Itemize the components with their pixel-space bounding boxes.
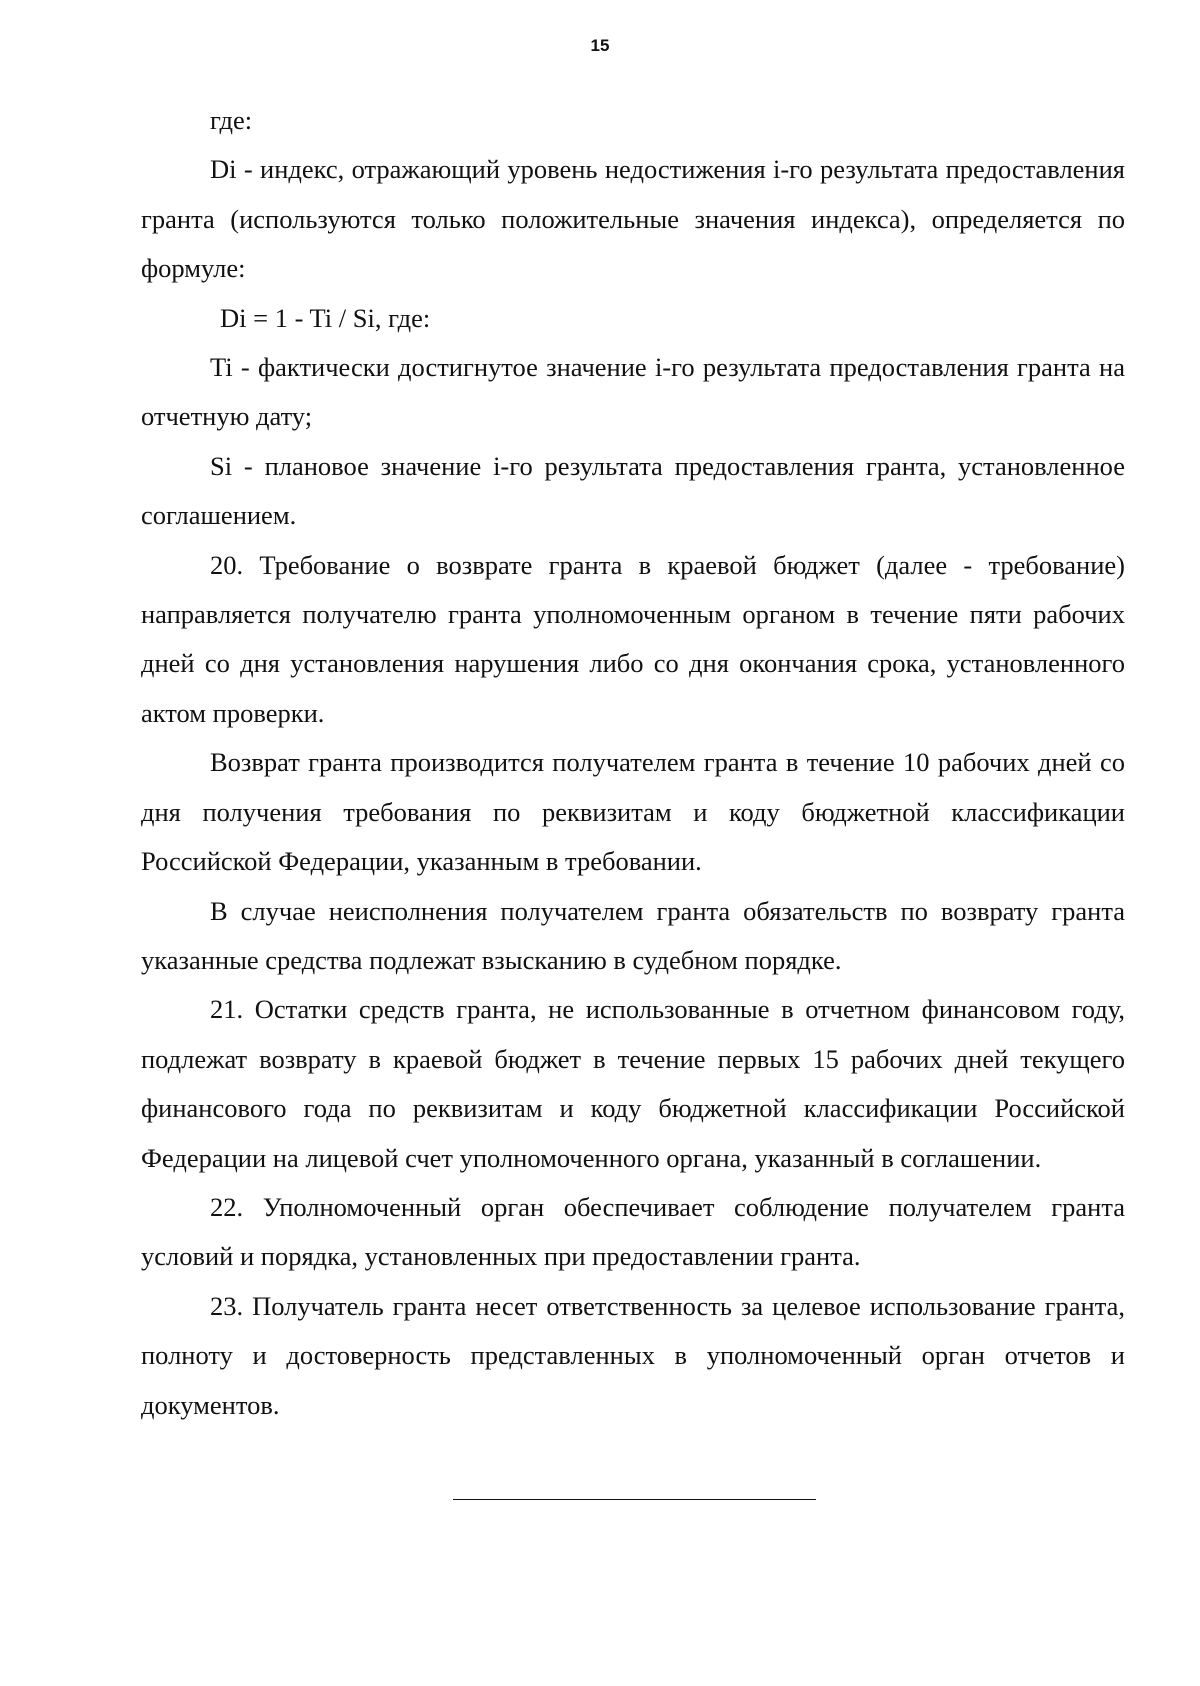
document-body bbox=[141, 96, 1125, 1430]
clause-20-return: Возврат гранта производится получателем гранта в течение 10 рабочих дней со дня получения требования по реквизитам и коду бюджетной классификации Российской Федерации, указанным в требовании. bbox=[141, 747, 1125, 877]
end-of-document-rule bbox=[453, 1499, 816, 1500]
where-label: где: bbox=[210, 105, 253, 135]
di-definition: Di - индекс, отражающий уровень недостижения i-го результата предоставления гранта (используются только положительные значения индекса), определяется по формуле: bbox=[141, 154, 1125, 284]
clause-20: 20. Требование о возврате гранта в краевой бюджет (далее - требование) направляется получателю гранта уполномоченным органом в течение пяти рабочих дней со дня установления нарушения либо со дня окончания срока, установленного актом проверки. bbox=[141, 549, 1125, 728]
page-number: 15 bbox=[590, 36, 610, 55]
si-definition: Si - плановое значение i-го результата предоставления гранта, установленное соглашением. bbox=[141, 450, 1125, 531]
clause-23: 23. Получатель гранта несет ответственность за целевое использование гранта, полноту и достоверность представленных в уполномоченный орган отчетов и документов. bbox=[141, 1290, 1125, 1420]
clause-21: 21. Остатки средств гранта, не использованные в отчетном финансовом году, подлежат возврату в краевой бюджет в течение первых 15 рабочих дней текущего финансового года по реквизитам и коду бюджетной классификации Российской Федерации на лицевой счет уполномоченного органа, указанный в соглашении. bbox=[141, 994, 1125, 1173]
ti-definition: Ti - фактически достигнутое значение i-го результата предоставления гранта на отчетную дату; bbox=[141, 352, 1125, 432]
clause-22: 22. Уполномоченный орган обеспечивает соблюдение получателем гранта условий и порядка, установленных при предоставлении гранта. bbox=[141, 1191, 1125, 1272]
clause-20-court: В случае неисполнения получателем гранта обязательств по возврату гранта указанные средства подлежат взысканию в судебном порядке. bbox=[141, 895, 1125, 975]
di-formula: Di = 1 - Ti / Si, где: bbox=[220, 302, 431, 333]
